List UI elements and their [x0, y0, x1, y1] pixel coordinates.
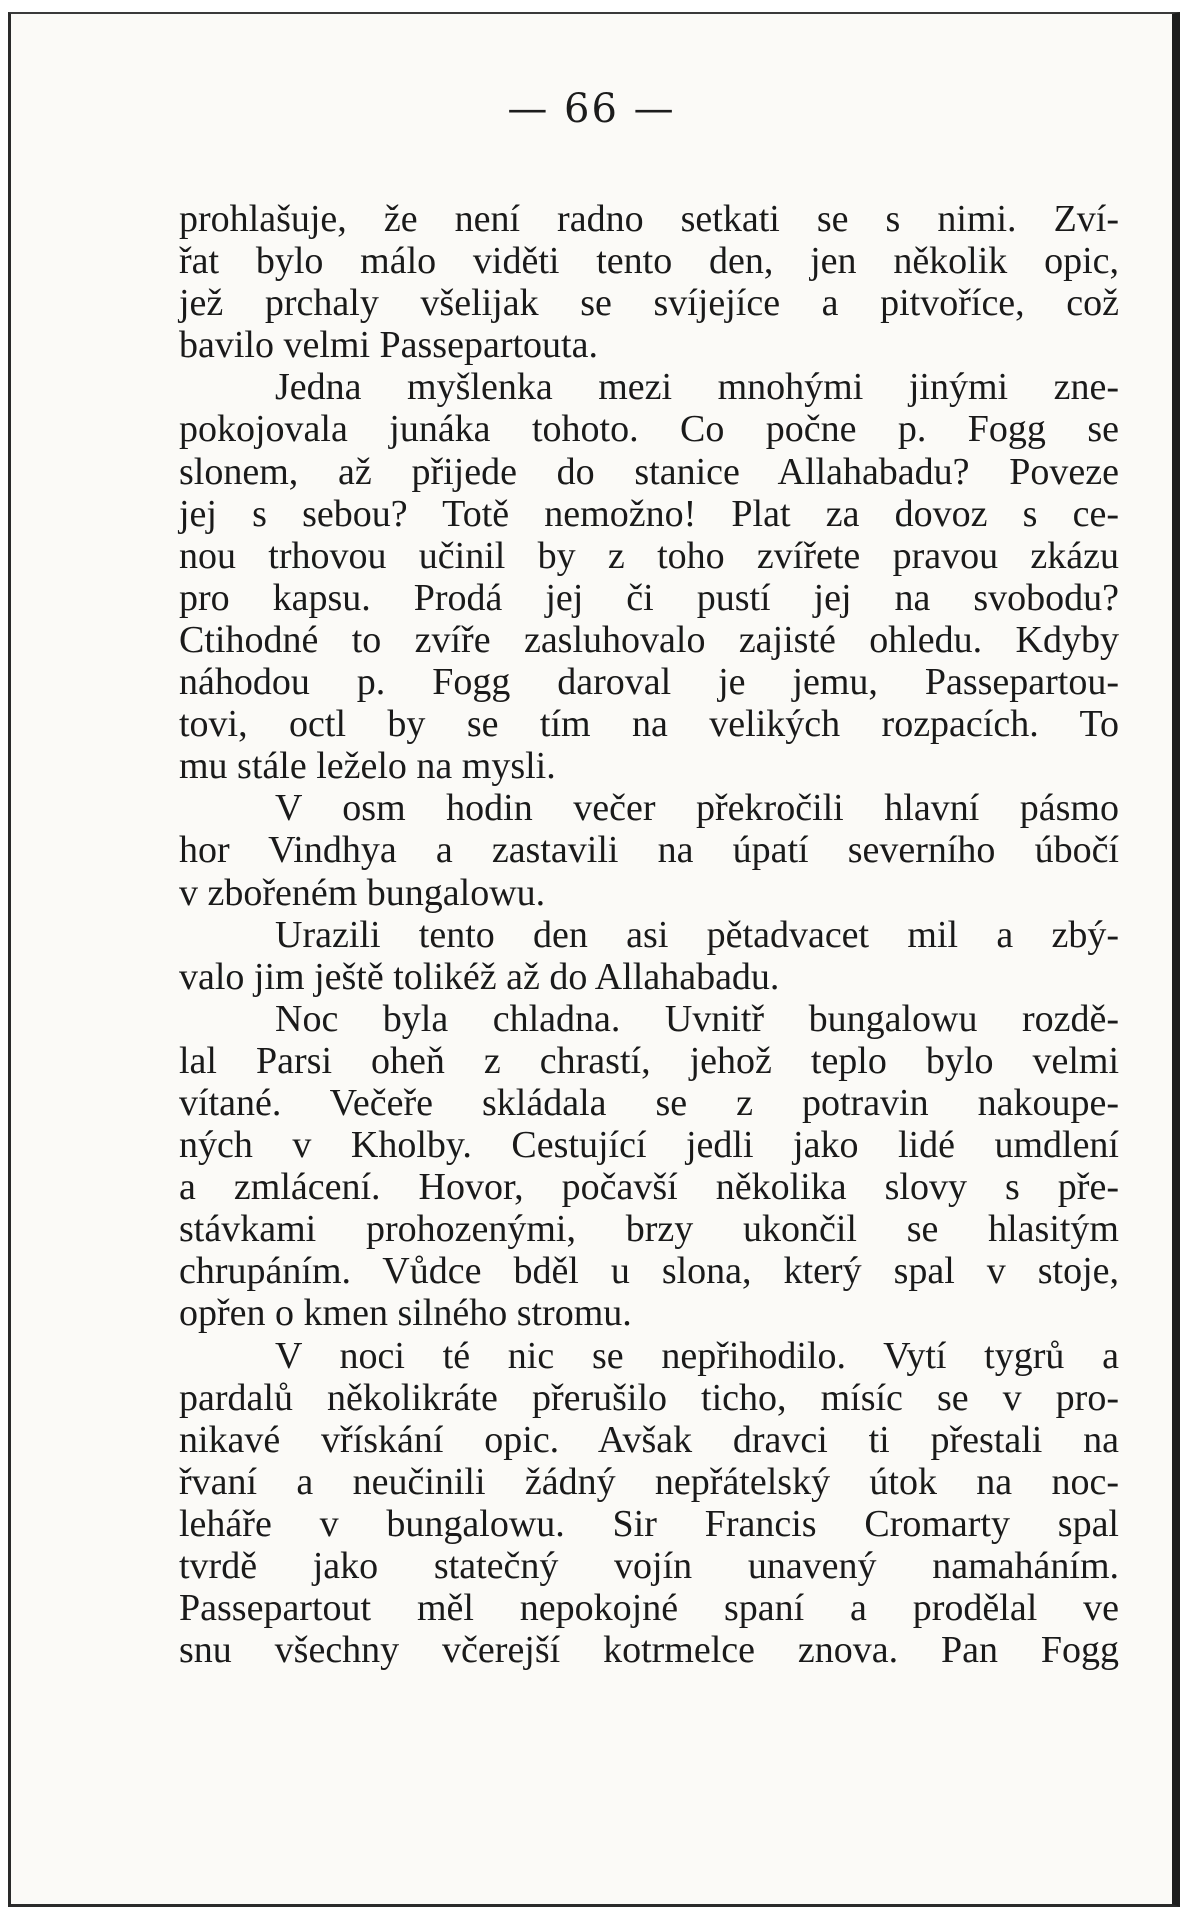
text-line: opřen o kmen silného stromu. — [179, 1292, 632, 1335]
text-line: Ctihodné to zvíře zasluhovalo zajisté ohledu. Kdyby — [179, 618, 1119, 661]
text-line: ných v Kholby. Cestující jedli jako lidé umdlení — [179, 1124, 1119, 1167]
text-line: hor Vindhya a zastavili na úpatí severního úbočí — [179, 829, 1119, 872]
text-line: V noci té nic se nepřihodilo. Vytí tygrů a — [275, 1334, 1119, 1377]
text-line: lal Parsi oheň z chrastí, jehož teplo bylo velmi — [179, 1039, 1119, 1082]
text-line: leháře v bungalowu. Sir Francis Cromarty spal — [179, 1502, 1119, 1545]
text-line: bavilo velmi Passepartouta. — [179, 324, 598, 367]
text-line: snu všechny včerejší kotrmelce znova. Pan Fogg — [179, 1629, 1119, 1672]
text-line: pardalů několikráte přerušilo ticho, mísíc se v pro- — [179, 1376, 1119, 1419]
text-line: tvrdě jako statečný vojín unavený namaháním. — [179, 1545, 1119, 1587]
text-line: Noc byla chladna. Uvnitř bungalowu rozdě- — [275, 997, 1119, 1040]
text-line: V osm hodin večer překročili hlavní pásmo — [275, 787, 1119, 830]
text-line: slonem, až přijede do stanice Allahabadu? Poveze — [179, 450, 1119, 493]
page-number: — 66 — — [507, 86, 676, 132]
text-line: v zbořeném bungalowu. — [179, 871, 546, 914]
text-line: náhodou p. Fogg daroval je jemu, Passepartou- — [179, 661, 1119, 704]
text-line: valo jim ještě tolikéž až do Allahabadu. — [179, 955, 780, 998]
text-line: stávkami prohozenými, brzy ukončil se hlasitým — [179, 1208, 1119, 1251]
text-line: a zmlácení. Hovor, počavší několika slovy s pře- — [179, 1166, 1119, 1209]
text-line: prohlašuje, že není radno setkati se s nimi. Zví- — [179, 198, 1119, 240]
text-line: nikavé vřískání opic. Avšak dravci ti přestali na — [179, 1418, 1119, 1461]
book-page — [8, 12, 1180, 1907]
text-line: tovi, octl by se tím na velikých rozpacích. To — [179, 703, 1119, 746]
text-line: chrupáním. Vůdce bděl u slona, který spal v stoje, — [179, 1250, 1119, 1293]
text-line: řvaní a neučinili žádný nepřátelský útok na noc- — [179, 1460, 1119, 1503]
text-line: Jedna myšlenka mezi mnohými jinými zne- — [275, 366, 1119, 409]
text-line: mu stále leželo na mysli. — [179, 745, 556, 788]
text-line: Passepartout měl nepokojné spaní a prodělal ve — [179, 1587, 1119, 1630]
text-line: vítané. Večeře skládala se z potravin nakoupe- — [179, 1081, 1119, 1124]
text-line: řat bylo málo viděti tento den, jen několik opic, — [179, 240, 1119, 283]
text-line: nou trhovou učinil by z toho zvířete pravou zkázu — [179, 534, 1119, 577]
body-text — [179, 198, 1119, 1671]
text-line: pokojovala junáka tohoto. Co počne p. Fogg se — [179, 408, 1119, 451]
text-line: jej s sebou? Totě nemožno! Plat za dovoz s ce- — [179, 492, 1119, 535]
text-line: pro kapsu. Prodá jej či pustí jej na svobodu? — [179, 576, 1119, 619]
text-line: jež prchaly všelijak se svíjejíce a pitvoříce, což — [179, 282, 1119, 325]
text-line: Urazili tento den asi pětadvacet mil a zbý- — [275, 913, 1119, 956]
